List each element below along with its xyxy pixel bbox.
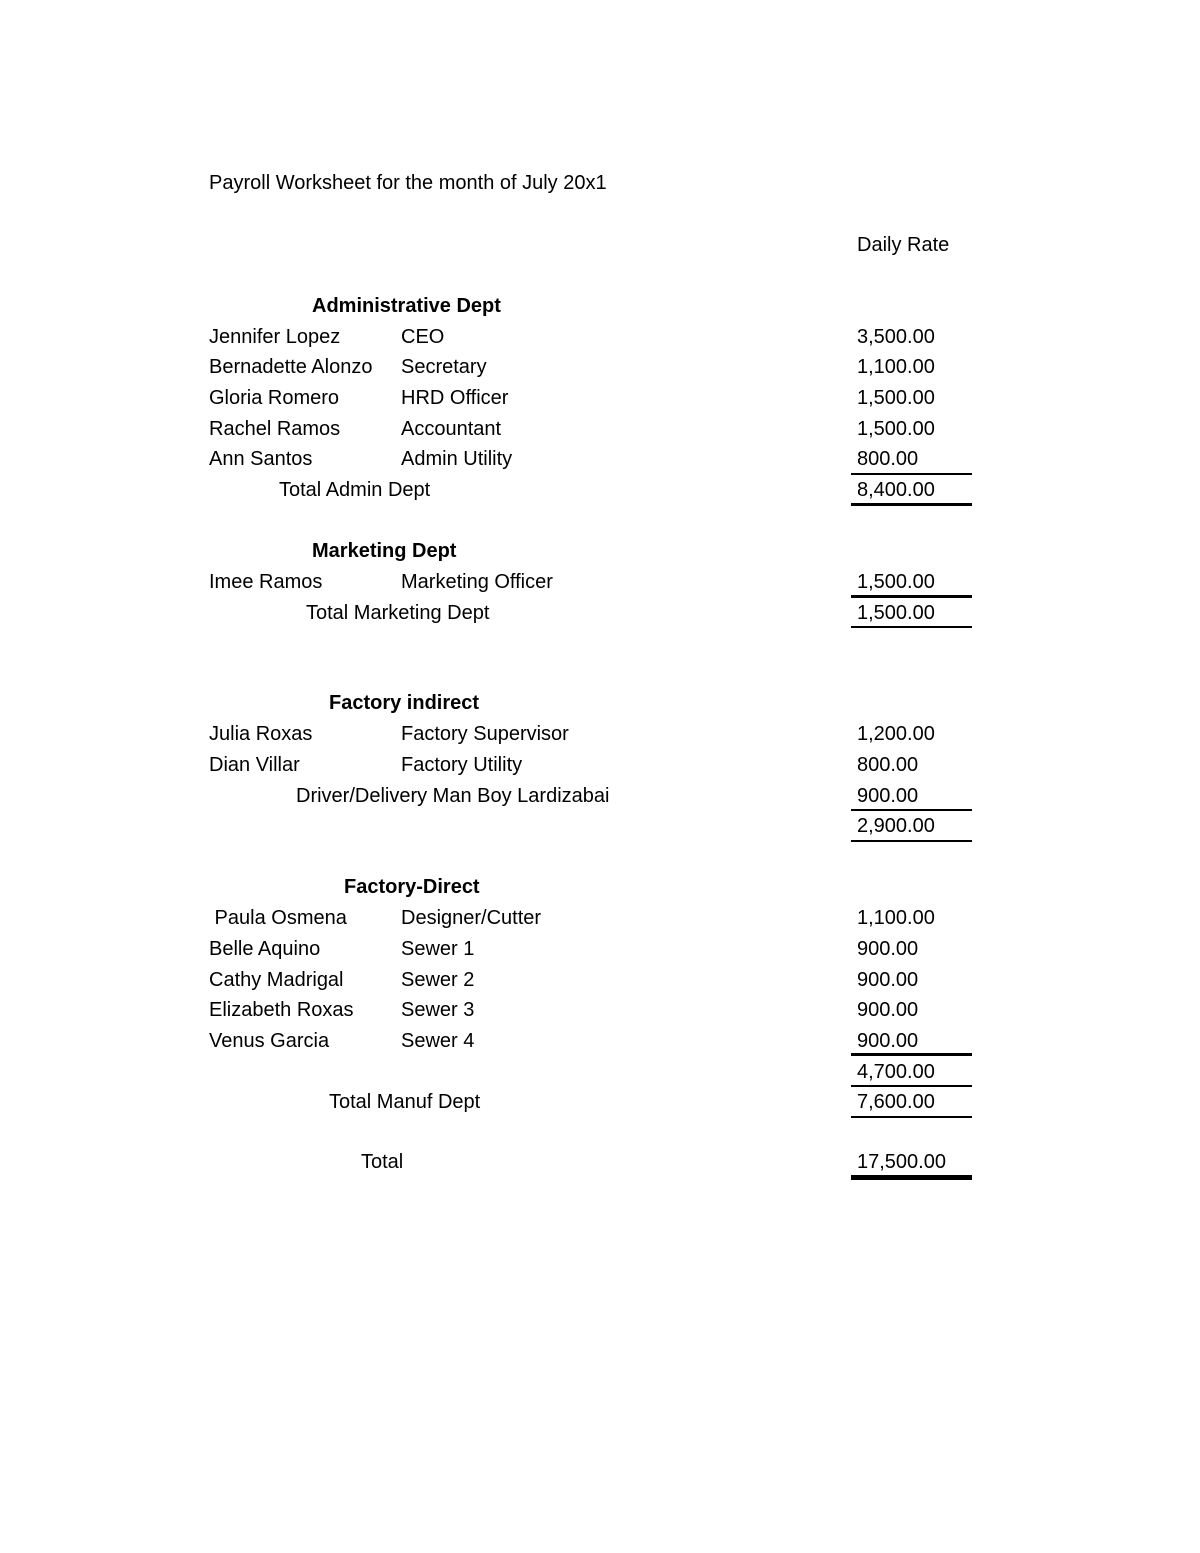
employee-daily-rate: 900.00 [857, 1030, 919, 1052]
factory-indirect-heading: Factory indirect [329, 692, 480, 714]
employee-daily-rate: 900.00 [857, 999, 919, 1021]
employee-name: Jennifer Lopez [209, 326, 341, 348]
employee-role: Accountant [401, 418, 502, 440]
employee-name: Driver/Delivery Man Boy Lardizabai [296, 785, 610, 807]
employee-daily-rate: 3,500.00 [857, 326, 935, 348]
daily-rate-header: Daily Rate [857, 234, 950, 256]
employee-name: Cathy Madrigal [209, 969, 344, 991]
employee-name: Paula Osmena [209, 907, 347, 929]
manuf-total-amount: 7,600.00 [857, 1091, 935, 1113]
sum-rule [851, 1053, 972, 1056]
employee-name: Ann Santos [209, 448, 313, 470]
employee-daily-rate: 900.00 [857, 938, 919, 960]
employee-role: Designer/Cutter [401, 907, 542, 929]
admin-dept-heading: Administrative Dept [312, 295, 501, 317]
factory-direct-subtotal: 4,700.00 [857, 1061, 935, 1083]
employee-name: Gloria Romero [209, 387, 340, 409]
employee-name: Dian Villar [209, 754, 300, 776]
total-rule [851, 1116, 972, 1118]
employee-name: Venus Garcia [209, 1030, 330, 1052]
grand-total-double-rule [851, 1175, 972, 1180]
total-rule [851, 503, 972, 506]
total-rule [851, 840, 972, 842]
admin-total-amount: 8,400.00 [857, 479, 935, 501]
employee-role: Marketing Officer [401, 571, 553, 593]
employee-role: Admin Utility [401, 448, 513, 470]
marketing-total-amount: 1,500.00 [857, 602, 935, 624]
employee-role: HRD Officer [401, 387, 509, 409]
employee-daily-rate: 1,500.00 [857, 387, 935, 409]
employee-name: Imee Ramos [209, 571, 323, 593]
employee-role: Sewer 3 [401, 999, 475, 1021]
employee-role: Sewer 2 [401, 969, 475, 991]
employee-daily-rate: 1,100.00 [857, 907, 935, 929]
factory-direct-heading: Factory-Direct [344, 876, 480, 898]
employee-name: Elizabeth Roxas [209, 999, 354, 1021]
employee-name: Rachel Ramos [209, 418, 341, 440]
total-rule [851, 626, 972, 628]
employee-daily-rate: 1,100.00 [857, 356, 935, 378]
marketing-total-label: Total Marketing Dept [306, 602, 490, 624]
grand-total-label: Total [361, 1151, 404, 1173]
grand-total-amount: 17,500.00 [857, 1151, 946, 1173]
admin-total-label: Total Admin Dept [279, 479, 431, 501]
employee-name: Bernadette Alonzo [209, 356, 373, 378]
employee-role: Sewer 4 [401, 1030, 475, 1052]
employee-daily-rate: 900.00 [857, 969, 919, 991]
subtotal-rule [851, 1085, 972, 1087]
employee-daily-rate: 1,500.00 [857, 418, 935, 440]
employee-role: Factory Supervisor [401, 723, 569, 745]
sum-rule [851, 473, 972, 475]
employee-daily-rate: 1,500.00 [857, 571, 935, 593]
employee-daily-rate: 800.00 [857, 448, 919, 470]
employee-name: Julia Roxas [209, 723, 313, 745]
sum-rule [851, 595, 972, 598]
employee-role: Secretary [401, 356, 487, 378]
employee-name: Belle Aquino [209, 938, 321, 960]
manuf-total-label: Total Manuf Dept [329, 1091, 481, 1113]
employee-role: Sewer 1 [401, 938, 475, 960]
factory-indirect-subtotal: 2,900.00 [857, 815, 935, 837]
employee-role: CEO [401, 326, 445, 348]
employee-daily-rate: 900.00 [857, 785, 919, 807]
worksheet-title: Payroll Worksheet for the month of July 20x1 [209, 172, 607, 194]
employee-daily-rate: 800.00 [857, 754, 919, 776]
sum-rule [851, 809, 972, 811]
employee-daily-rate: 1,200.00 [857, 723, 935, 745]
marketing-dept-heading: Marketing Dept [312, 540, 457, 562]
employee-role: Factory Utility [401, 754, 523, 776]
